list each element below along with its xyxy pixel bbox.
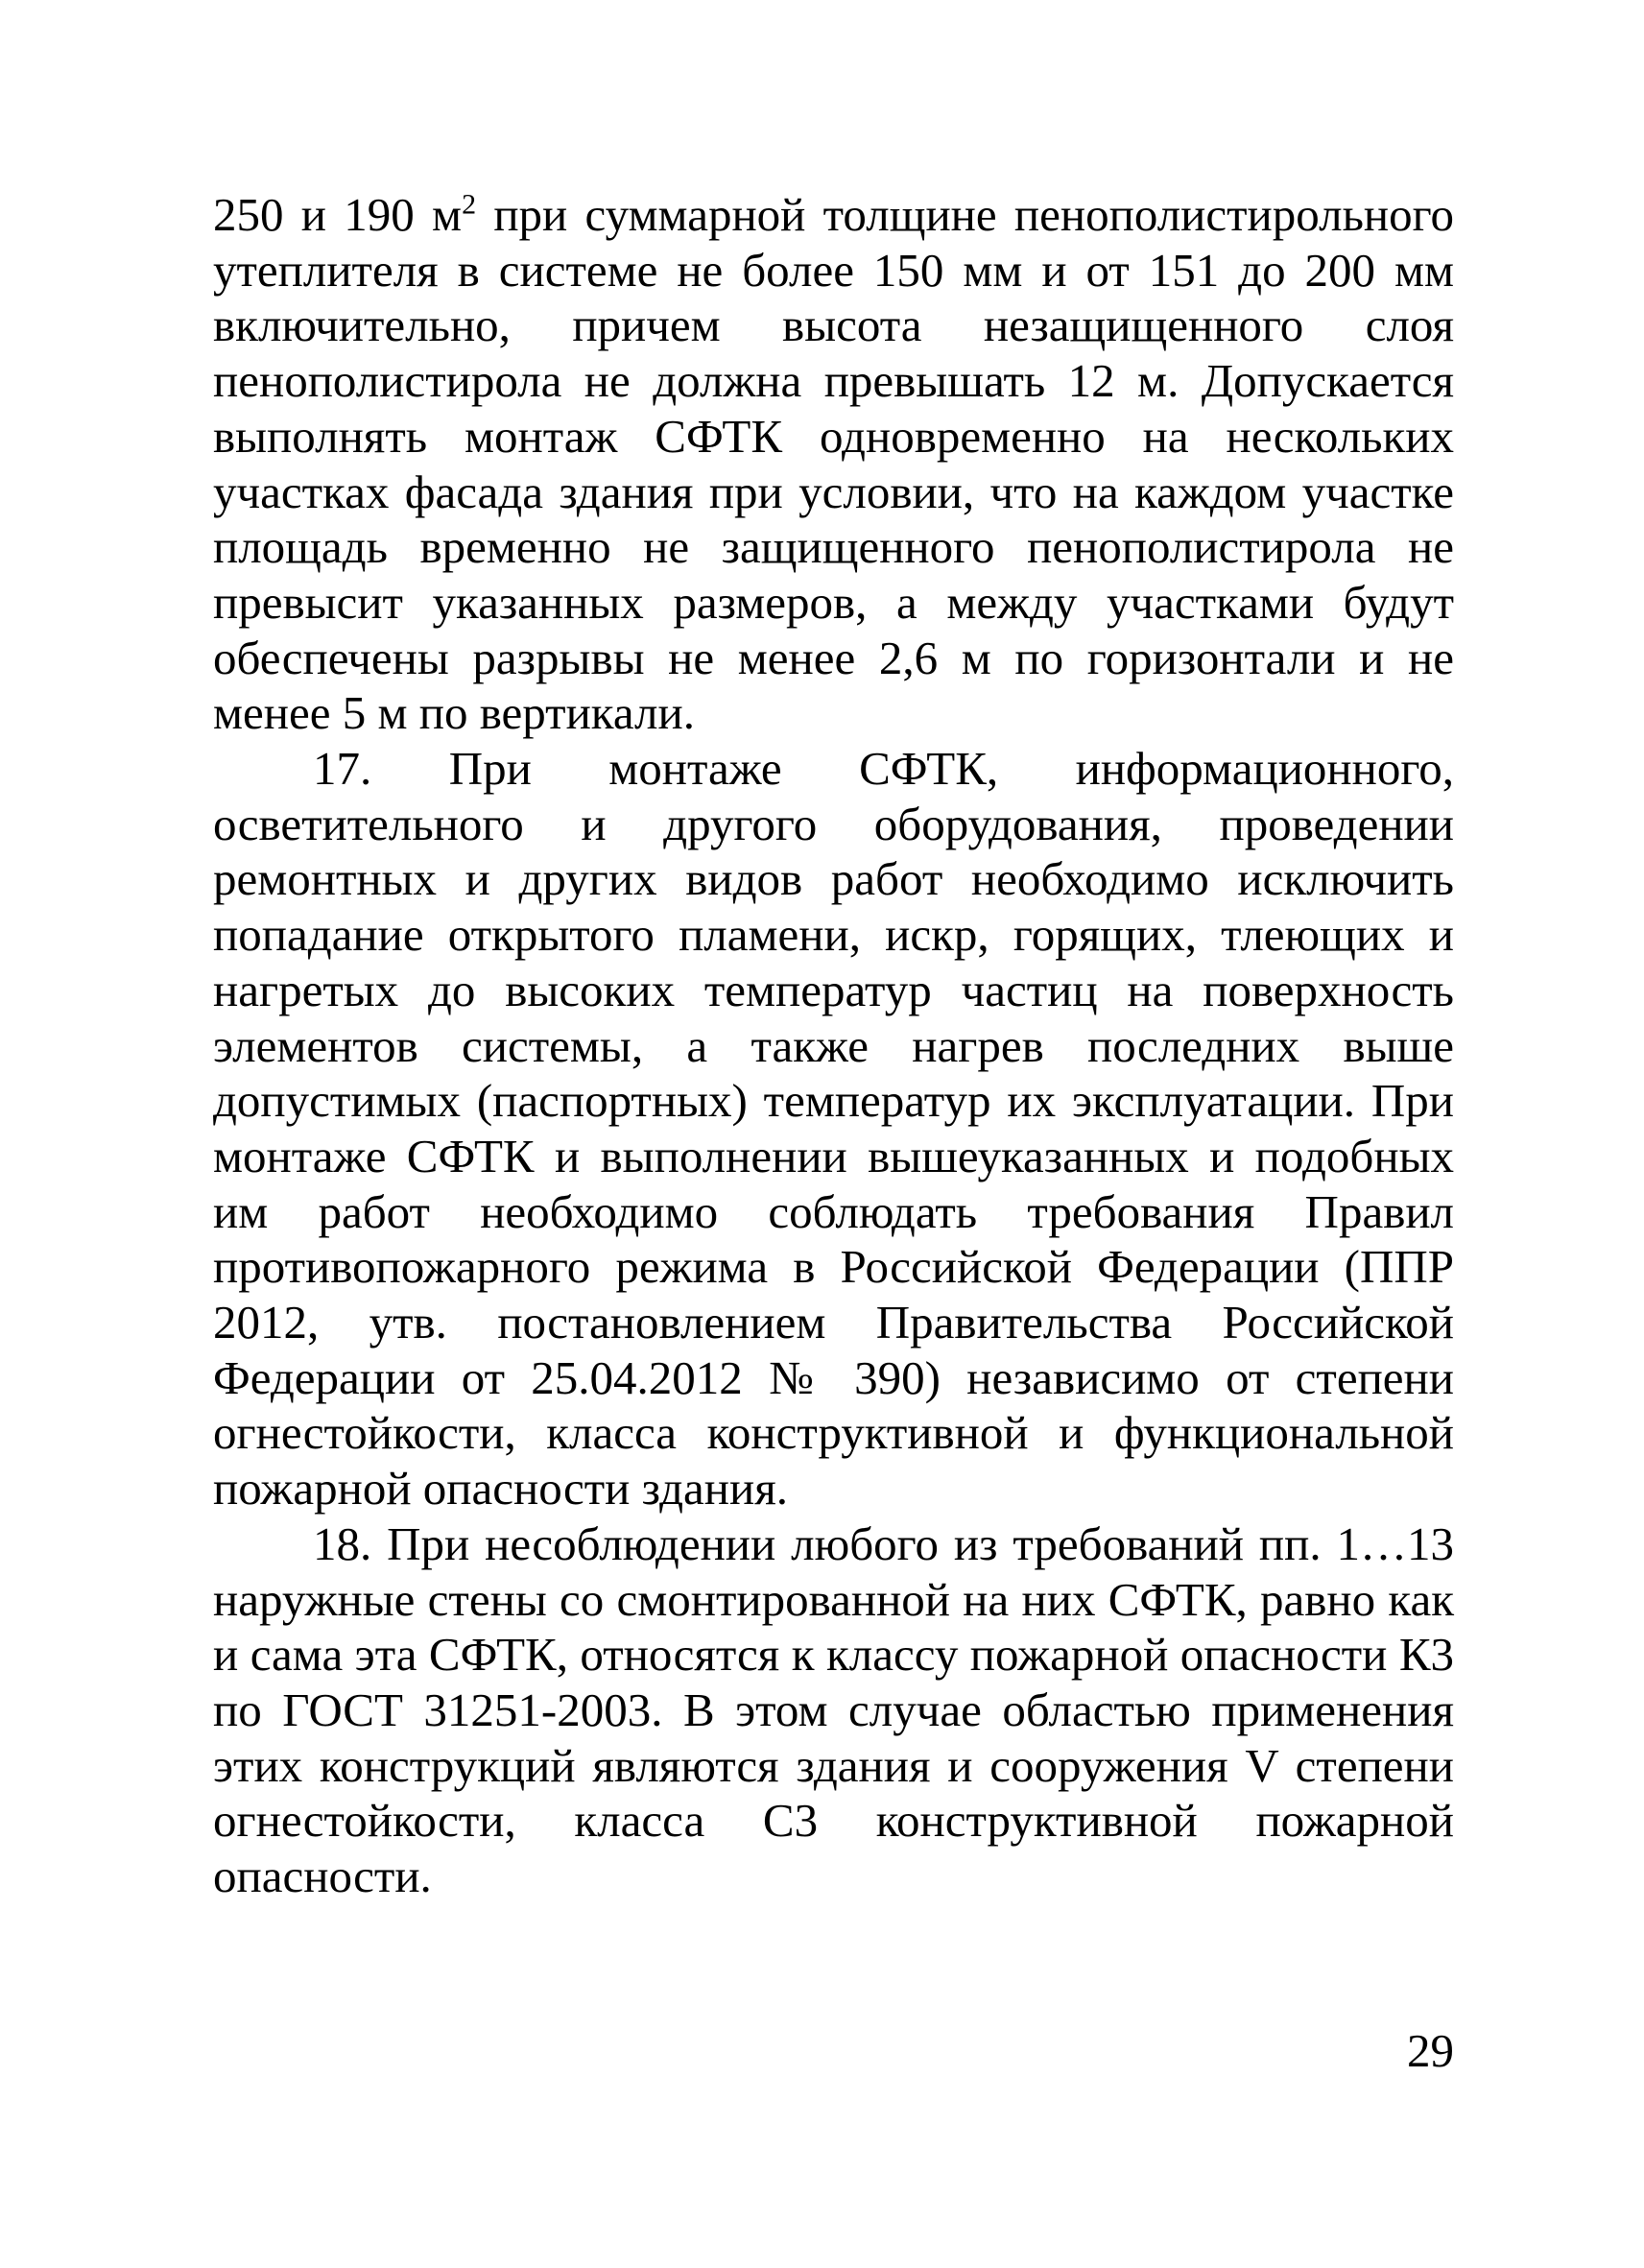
paragraph-17: 17. При монтаже СФТК, информационного, осветительного и другого оборудования, проведении ремонтных и других видов работ необходимо исключить попадание открытого пламени, искр, горящих, тлеющих и нагретых до высоких температур частиц на поверхность элементов системы, а также нагрев последних выше допустимых (паспортных) температур их эксплуатации. При монтаже СФТК и выполнении вышеуказанных и подобных им работ необходимо соблюдать требования Правил противопожарного режима в Российской Федерации (ППР 2012, утв. постановлением Правительства Российской Федерации от 25.04.2012 № 390) независимо от степени огнестойкости, класса конструктивной и функциональной пожарной опасности здания. — [213, 742, 1454, 1516]
page-number: 29 — [1407, 2024, 1454, 2077]
paragraph-continuation — [213, 187, 1454, 741]
paragraph-18: 18. При несоблюдении любого из требований пп. 1…13 наружные стены со смонтированной на них СФТК, равно как и сама эта СФТК, относятся к классу пожарной опасности К3 по ГОСТ 31251-2003. В этом случае областью применения этих конструкций являются здания и сооружения V степени огнестойкости, класса С3 конструктивной пожарной опасности. — [213, 1516, 1454, 1903]
square-superscript: 2 — [462, 188, 477, 221]
paragraph-continuation-rest: при суммарной толщине пенополистирольного утеплителя в системе не более 150 мм и от 151 до 200 мм включительно, причем высота незащищенного слоя пенополистирола не должна превышать 12 м. Допускается выполнять монтаж СФТК одновременно на нескольких участках фасада здания при условии, что на каждом участке площадь временно не защищенного пенополистирола не превысит указанных размеров, а между участками будут обеспечены разрывы не менее 2,6 м по горизонтали и не менее 5 м по вертикали. — [213, 188, 1455, 740]
body-text — [213, 187, 1454, 1904]
paragraph-continuation-start: 250 и 190 м — [213, 188, 463, 241]
